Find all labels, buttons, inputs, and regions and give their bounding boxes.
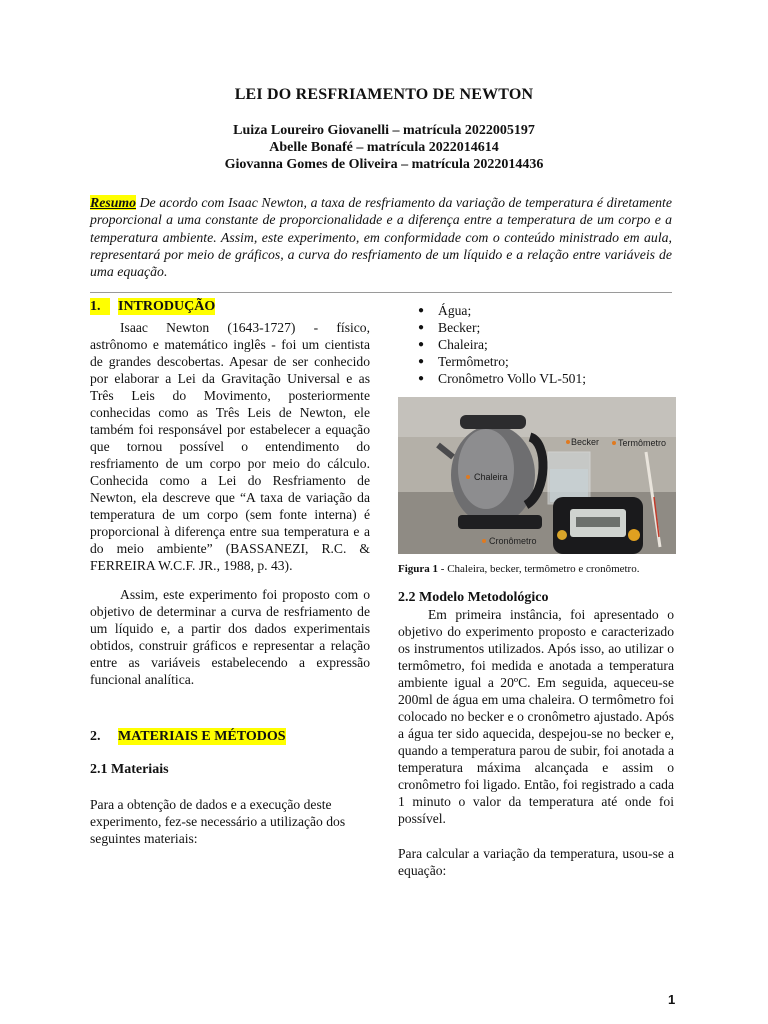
list-item: ● Água; [418, 303, 472, 318]
figure-caption [398, 563, 674, 575]
section-title: INTRODUÇÃO [118, 299, 216, 314]
document-title: LEI DO RESFRIAMENTO DE NEWTON [234, 86, 534, 103]
caption-label: Figura 1 [398, 563, 439, 575]
section-divider [90, 292, 672, 293]
right-column [398, 302, 674, 879]
list-item: ● Cronômetro Vollo VL-501; [418, 371, 587, 386]
authors-block [0, 122, 768, 173]
method-paragraph: Para calcular a variação da temperatura, usou-se a equação: [398, 846, 674, 878]
list-item: ● Becker; [418, 320, 481, 335]
subsection-heading: 2.1 Materiais [90, 762, 169, 777]
list-item: ● Termômetro; [418, 354, 509, 369]
method-paragraph: Em primeira instância, foi apresentado o objetivo do experimento proposto e caracterizado os instrumentos utilizados. Após isso, ao utilizar o termômetro, foi medida e anotada a temperatura ambiente igual a 20ºC. Em seguida, aqueceu-se 200ml de água em uma chaleira. O termômetro foi colocado no becker e o cronômetro ajustado. Após a água ter sido aquecida, despejou-se no becker e, quando a temperatura parou de subir, foi anotada a temperatura máxima alcançada e assim o cronômetro foi ligado. Então, foi registrado a cada 1 minuto o valor da temperatura até onde foi possível. [398, 607, 674, 826]
author-line: Abelle Bonafé – matrícula 2022014614 [269, 140, 499, 155]
intro-paragraph: Isaac Newton (1643-1727) - físico, astrônomo e matemático inglês - foi um cientista de grandes descobertas. Apesar de ser conhecido por elaborar a Lei da Gravitação Universal e as Três Leis do Movimento, posteriormente conhecidas como as Três Leis de Newton, ele também foi responsável por estabelecer a equação que tornou possível o entendimento do resfriamento de um corpo por meio do cálculo. Conhecida como a Lei do Resfriamento de Newton, ela descreve que “A taxa de variação da temperatura de um corpo (sem fonte interna) é proporcional à diferença entre sua temperatura e a do meio ambiente” (BASSANEZI, R.C. & FERREIRA W.C.F. JR., 1988, p. 43). [90, 320, 370, 573]
section-title: MATERIAIS E MÉTODOS [118, 729, 286, 744]
intro-paragraph: Assim, este experimento foi proposto com o objetivo de determinar a curva de resfriamento de um líquido e, a partir dos dados experimentais obtidos, construir gráficos e representar a relação entre as variáveis estabelecendo a expressão funcional analítica. [90, 587, 370, 687]
section-1-heading [90, 298, 370, 315]
list-item: ● Chaleira; [418, 337, 488, 352]
left-column [90, 298, 370, 847]
abstract-text: De acordo com Isaac Newton, a taxa de resfriamento da variação de temperatura é diretamente proporcional a uma constante de proporcionalidade e a diferença entre a temperatura de um corpo e a temperatura ambiente. Assim, este experimento, em conformidade com o conteúdo ministrado em aula, representará por meio de gráficos, a curva do resfriamento de um líquido e a relação entre variáveis de uma equação. [90, 195, 672, 280]
figure-label-chaleira: Chaleira [474, 472, 508, 482]
stopwatch-shape [553, 497, 643, 554]
figure-illustration [398, 397, 676, 554]
figure-label-cronometro: Cronômetro [489, 536, 537, 546]
subsection-heading: 2.2 Modelo Metodológico [398, 590, 549, 605]
abstract-label: Resumo [90, 195, 136, 210]
section-number: 1. [90, 298, 110, 315]
beaker-shape [548, 452, 590, 504]
figure-photo [398, 397, 676, 554]
author-line: Giovanna Gomes de Oliveira – matrícula 2022014436 [224, 157, 544, 172]
section-number: 2. [90, 729, 101, 744]
section-2-heading [90, 728, 370, 745]
figure-label-becker: Becker [571, 437, 600, 447]
figure-label-termometro: Termômetro [618, 438, 667, 448]
materials-intro: Para a obtenção de dados e a execução deste experimento, fez-se necessário a utilização dos seguintes materiais: [90, 797, 346, 846]
abstract [90, 194, 672, 280]
materials-list [398, 302, 674, 387]
page-number: 1 [668, 992, 676, 1007]
caption-text: - Chaleira, becker, termômetro e cronômetro. [438, 563, 640, 575]
author-line: Luiza Loureiro Giovanelli – matrícula 2022005197 [233, 123, 535, 138]
